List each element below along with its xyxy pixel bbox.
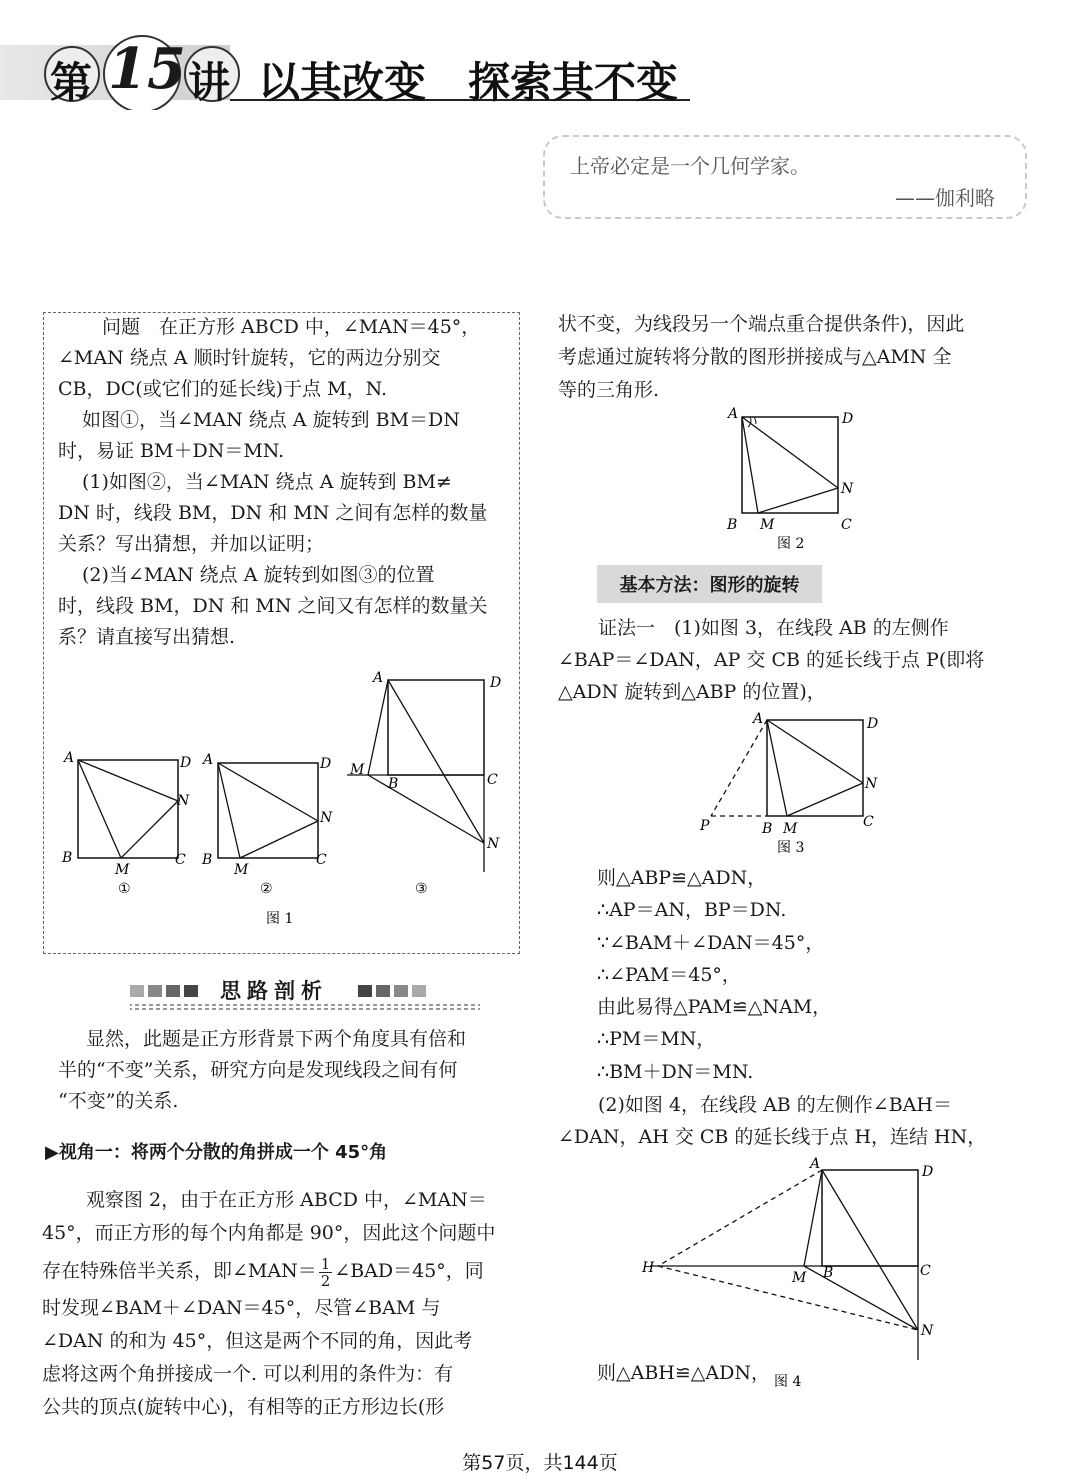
svg-text:D: D	[842, 411, 854, 427]
svg-text:C: C	[175, 852, 186, 868]
title-number: 15	[108, 36, 186, 102]
svg-text:图 4: 图 4	[774, 1374, 802, 1390]
analysis-line: 半的“不变”关系，研究方向是发现线段之间有何	[58, 1059, 458, 1081]
quote-text: 上帝必定是一个几何学家。	[570, 154, 810, 178]
svg-text:D: D	[320, 756, 332, 772]
svg-text:C: C	[920, 1263, 931, 1279]
analysis-title: 思路剖析	[220, 979, 328, 1003]
observe-line: 虑将这两个角拼接成一个. 可以利用的条件为：有	[42, 1363, 454, 1385]
svg-text:M: M	[234, 862, 249, 878]
svg-text:H: H	[642, 1260, 655, 1276]
part2-line: ∠DAN，AH 交 CB 的延长线于点 H，连结 HN，	[558, 1126, 987, 1148]
proof-line: ∠BAP＝∠DAN，AP 交 CB 的延长线于点 P(即将	[558, 649, 985, 671]
svg-text:D: D	[180, 755, 192, 771]
svg-text:③: ③	[415, 881, 428, 897]
svg-text:A: A	[373, 670, 384, 686]
proof-line: 证法一 (1)如图 3，在线段 AB 的左侧作	[598, 617, 949, 639]
figure-2	[720, 400, 870, 560]
problem-line: 问题 在正方形 ABCD 中，∠MAN＝45°，	[102, 316, 481, 338]
svg-text:M: M	[760, 517, 775, 533]
observe-text	[42, 1184, 512, 1424]
figure-1-sub-1	[61, 750, 191, 897]
svg-text:D: D	[867, 716, 879, 732]
title-suffix: 讲	[188, 58, 231, 107]
proof-text	[558, 612, 1038, 708]
svg-text:A: A	[810, 1156, 821, 1172]
problem-line: 系？请直接写出猜想.	[58, 626, 236, 648]
svg-text:A: A	[203, 752, 214, 768]
proof-step: ∴∠PAM＝45°，	[597, 963, 741, 986]
analysis-line: 显然，此题是正方形背景下两个角度具有倍和	[86, 1028, 467, 1050]
svg-text:A: A	[728, 406, 739, 422]
proof-step: 由此易得△PAM≌△NAM，	[597, 996, 832, 1019]
problem-line: CB，DC(或它们的延长线)于点 M，N.	[58, 378, 388, 400]
svg-text:N: N	[921, 1323, 934, 1339]
quote-author: ——伽利略	[895, 186, 995, 210]
analysis-line: “不变”的关系.	[58, 1090, 179, 1112]
problem-line: DN 时，线段 BM，DN 和 MN 之间有怎样的数量	[58, 502, 488, 524]
svg-text:C: C	[316, 852, 327, 868]
svg-text:C: C	[863, 814, 874, 830]
angle-one-heading: ▶视角一：将两个分散的角拼成一个 45°角	[45, 1142, 388, 1163]
proof-step: ∴PM＝MN，	[597, 1028, 716, 1051]
observe-line: 观察图 2，由于在正方形 ABCD 中，∠MAN＝	[86, 1189, 487, 1211]
svg-text:B: B	[62, 850, 73, 866]
observe-line: ∠DAN 的和为 45°，但这是两个不同的角，因此考	[42, 1330, 473, 1352]
observe-line: 45°，而正方形的每个内角都是 90°，因此这个问题中	[42, 1222, 496, 1244]
title-prefix: 第	[50, 58, 93, 107]
problem-line: ∠MAN 绕点 A 顺时针旋转，它的两边分别交	[58, 347, 441, 369]
svg-text:N: N	[841, 481, 854, 497]
problem-line: (1)如图②，当∠MAN 绕点 A 旋转到 BM≠	[82, 471, 452, 493]
figure-1-sub-2	[201, 752, 333, 897]
problem-line: 关系？写出猜想，并加以证明；	[58, 533, 325, 555]
svg-text:B: B	[202, 852, 213, 868]
svg-text:A: A	[753, 711, 764, 727]
proof-step: ∴BM＋DN＝MN.	[597, 1060, 754, 1083]
last-line: 则△ABH≌△ADN，	[597, 1362, 770, 1384]
proof-step: ∵∠BAM＋∠DAN＝45°，	[597, 931, 825, 954]
svg-text:M: M	[115, 862, 130, 878]
proof-step: ∴AP＝AN，BP＝DN.	[597, 899, 787, 922]
svg-text:M: M	[783, 821, 798, 837]
svg-text:N: N	[177, 793, 190, 809]
part2-line: (2)如图 4，在线段 AB 的左侧作∠BAH＝	[598, 1094, 952, 1116]
svg-text:B: B	[388, 776, 399, 792]
svg-text:C: C	[487, 772, 498, 788]
svg-text:①: ①	[118, 881, 131, 897]
method-label: 基本方法：图形的旋转	[597, 565, 822, 603]
problem-line: 如图①，当∠MAN 绕点 A 旋转到 BM＝DN	[82, 409, 460, 431]
svg-text:M: M	[792, 1270, 807, 1286]
observe-line-fraction: 存在特殊倍半关系，即∠MAN＝ $\frac{1}{2}$ ∠BAD＝45°，同	[42, 1254, 484, 1290]
svg-text:N: N	[487, 836, 500, 852]
figure-1-sub-3	[347, 670, 501, 897]
problem-line: 时，线段 BM，DN 和 MN 之间又有怎样的数量关	[58, 595, 488, 617]
svg-text:A: A	[64, 750, 75, 766]
svg-text:D: D	[922, 1164, 934, 1180]
problem-text	[58, 312, 508, 653]
svg-text:N: N	[865, 776, 878, 792]
figure-3	[695, 708, 895, 863]
part2-text	[558, 1089, 1038, 1153]
svg-text:B: B	[823, 1265, 834, 1281]
svg-text:B: B	[762, 821, 773, 837]
observe-line: 时发现∠BAM＋∠DAN＝45°，尽管∠BAM 与	[42, 1297, 441, 1319]
right-line: 等的三角形.	[558, 379, 660, 401]
svg-text:图 1: 图 1	[266, 911, 294, 927]
fraction: $\frac{1}{2}$	[320, 1254, 331, 1290]
svg-text:②: ②	[260, 881, 273, 897]
right-line: 考虑通过旋转将分散的图形拼接成与△AMN 全	[558, 346, 952, 368]
svg-text:图 2: 图 2	[777, 536, 805, 552]
right-line: 状不变，为线段另一个端点重合提供条件)，因此	[558, 313, 965, 335]
right-continue	[558, 308, 1038, 407]
svg-text:M: M	[350, 762, 365, 778]
svg-text:C: C	[841, 517, 852, 533]
observe-line: 公共的顶点(旋转中心)，有相等的正方形边长(形	[42, 1396, 445, 1418]
problem-line: 时，易证 BM＋DN＝MN.	[58, 440, 285, 462]
page-title: 以其改变 探索其不变	[258, 58, 679, 107]
figure-1	[50, 660, 510, 940]
proof-steps	[597, 862, 1037, 1088]
svg-text:N: N	[320, 810, 333, 826]
page-footer: 第57页，共144页	[462, 1452, 618, 1474]
proof-step: 则△ABP≌△ADN，	[597, 867, 767, 889]
proof-line: △ADN 旋转到△ABP 的位置)，	[558, 681, 826, 703]
problem-line: (2)当∠MAN 绕点 A 旋转到如图③的位置	[82, 564, 435, 586]
analysis-text	[58, 1024, 513, 1117]
svg-text:P: P	[700, 818, 710, 834]
svg-text:图 3: 图 3	[777, 840, 805, 856]
svg-text:D: D	[490, 675, 502, 691]
svg-text:B: B	[727, 517, 738, 533]
